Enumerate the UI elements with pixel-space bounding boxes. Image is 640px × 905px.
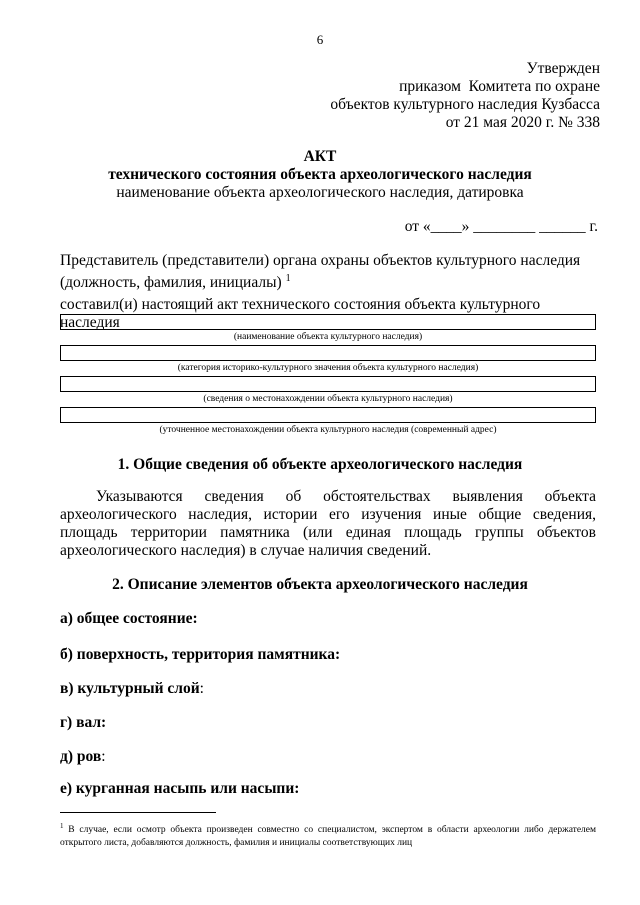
item-cultural-layer: в) культурный слой: bbox=[60, 680, 204, 697]
date-line: от «____» ________ ______ г. bbox=[404, 218, 598, 235]
item-surface: б) поверхность, территория памятника: bbox=[60, 646, 341, 663]
section1-paragraph: Указываются сведения об обстоятельствах выявления объекта археологического наследия, истории его изучения иные общие сведения, площадь территории памятника (или единая площадь группы объектов археологического наследия) в случае наличия сведений. bbox=[60, 488, 596, 559]
representative-text bbox=[60, 252, 600, 292]
act-subtitle: технического состояния объекта археологического наследия bbox=[108, 166, 532, 183]
approval-line: объектов культурного наследия Кузбасса bbox=[330, 96, 600, 113]
approval-line: от 21 мая 2020 г. № 338 bbox=[445, 114, 600, 131]
footnote-text: В случае, если осмотр объекта произведен совместно со специалистом, экспертом в области археологии либо держателем открытого листа, добавляются должность, фамилия и инициалы соответствующих лиц bbox=[60, 825, 596, 849]
representative-label: Представитель (представители) органа охраны объектов культурного наследия (должность, фамилия, инициалы) bbox=[60, 252, 581, 292]
title-block bbox=[0, 148, 640, 202]
item-ditch: д) ров: bbox=[60, 748, 106, 765]
field-caption: (наименование объекта культурного наследия) bbox=[233, 332, 423, 342]
location-field[interactable] bbox=[60, 376, 596, 392]
footnote bbox=[60, 820, 596, 850]
field-caption: (сведения о местонахождении объекта культурного наследия) bbox=[203, 394, 453, 404]
page-number: 6 bbox=[316, 32, 324, 47]
composed-line: составил(и) настоящий акт технического состояния объекта культурного наследия bbox=[60, 296, 541, 331]
act-title: АКТ bbox=[303, 148, 337, 165]
section2-heading: 2. Описание элементов объекта археологического наследия bbox=[112, 576, 528, 593]
category-field[interactable] bbox=[60, 345, 596, 361]
field-caption: (уточненное местонахождении объекта культурного наследия (современный адрес) bbox=[159, 425, 497, 435]
object-name-field[interactable] bbox=[60, 314, 596, 330]
item-mound: е) курганная насыпь или насыпи: bbox=[60, 780, 300, 797]
object-name-line: наименование объекта археологического наследия, датировка bbox=[116, 184, 524, 201]
footnote-ref: 1 bbox=[285, 273, 291, 284]
address-field[interactable] bbox=[60, 407, 596, 423]
item-rampart: г) вал: bbox=[60, 714, 107, 731]
approval-block bbox=[330, 60, 600, 132]
field-caption: (категория историко-культурного значения объекта культурного наследия) bbox=[177, 363, 479, 373]
approval-line: приказом Комитета по охране bbox=[399, 78, 600, 95]
item-general-state: а) общее состояние: bbox=[60, 610, 198, 627]
footnote-mark: 1 bbox=[60, 822, 64, 830]
approval-line: Утвержден bbox=[526, 60, 600, 77]
section1-heading: 1. Общие сведения об объекте археологического наследия bbox=[117, 456, 523, 473]
footnote-divider bbox=[60, 812, 216, 813]
